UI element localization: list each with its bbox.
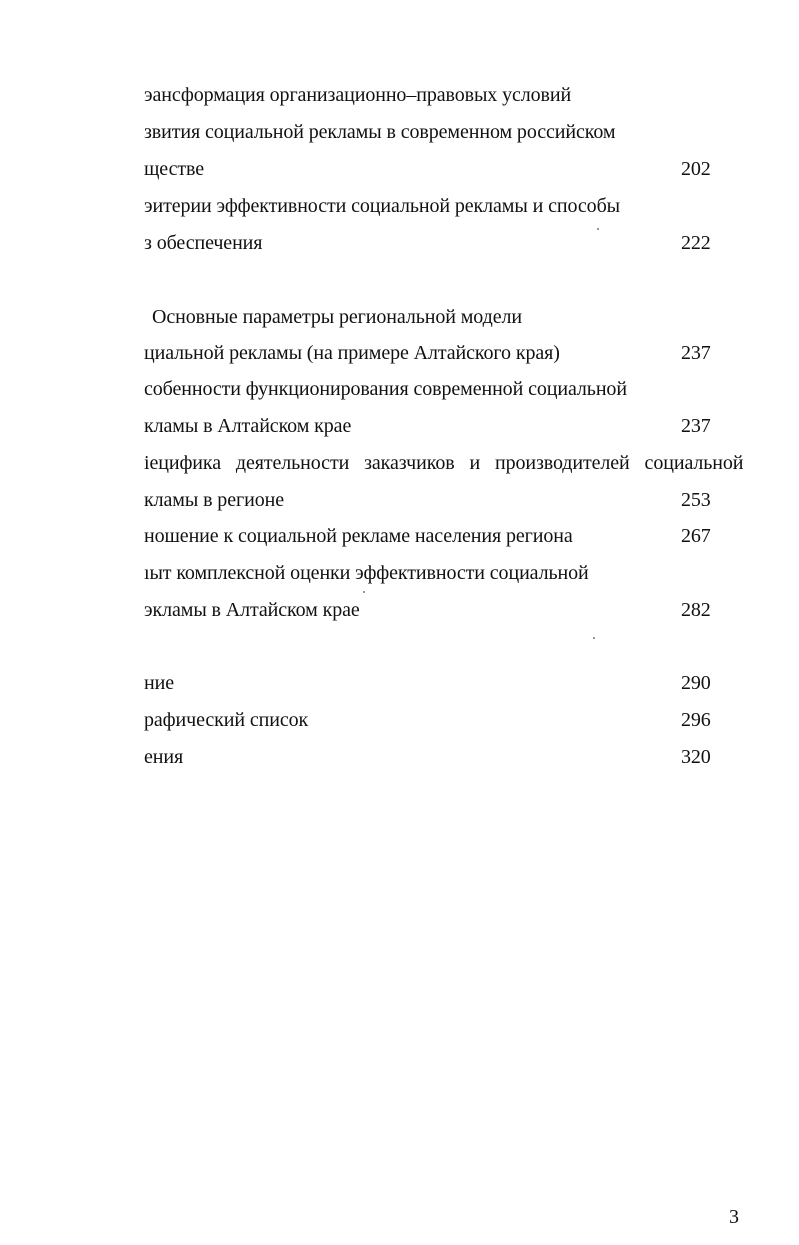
toc-entry-text: собенности функционирования современной социальной [144, 378, 627, 400]
toc-entry-text: з обеспечения [144, 232, 263, 254]
toc-entry-text: ношение к социальной рекламе населения региона [144, 525, 573, 547]
page-number: 3 [729, 1206, 739, 1228]
toc-entry-page: 253 [681, 489, 711, 511]
toc-entry-page: 237 [681, 342, 711, 364]
toc-entry-text: ние [144, 672, 174, 694]
toc-entry-text: Основные параметры региональной модели [152, 306, 522, 328]
toc-entry-text: экламы в Алтайском крае [144, 599, 360, 621]
toc-entry-text: ıыт комплексной оценки эффективности социальной [144, 562, 589, 584]
toc-entry-page: 320 [681, 746, 711, 768]
scan-speck [597, 228, 599, 230]
toc-entry-text: звития социальной рекламы в современном российском [144, 121, 616, 143]
toc-entry-text: ществе [144, 158, 204, 180]
toc-entry-page: 282 [681, 599, 711, 621]
toc-entry-text: кламы в Алтайском крае [144, 415, 352, 437]
toc-entry-page: 202 [681, 158, 711, 180]
toc-entry-text: кламы в регионе [144, 489, 284, 511]
toc-entry-page: 296 [681, 709, 711, 731]
toc-entry-text: эитерии эффективности социальной рекламы и способы [144, 195, 620, 217]
scan-speck [363, 591, 365, 593]
toc-entry-page: 222 [681, 232, 711, 254]
toc-entry-text: циальной рекламы (на примере Алтайского края) [144, 342, 560, 364]
toc-entry-text: эансформация организационно–правовых условий [144, 84, 572, 106]
toc-entry-text: іецифика деятельности заказчиков и производителей социальной [144, 452, 744, 474]
toc-entry-page: 290 [681, 672, 711, 694]
toc-entry-text: рафический список [144, 709, 309, 731]
toc-entry-text: ения [144, 746, 184, 768]
toc-entry-page: 267 [681, 525, 711, 547]
toc-entry-page: 237 [681, 415, 711, 437]
scan-speck [593, 637, 595, 639]
